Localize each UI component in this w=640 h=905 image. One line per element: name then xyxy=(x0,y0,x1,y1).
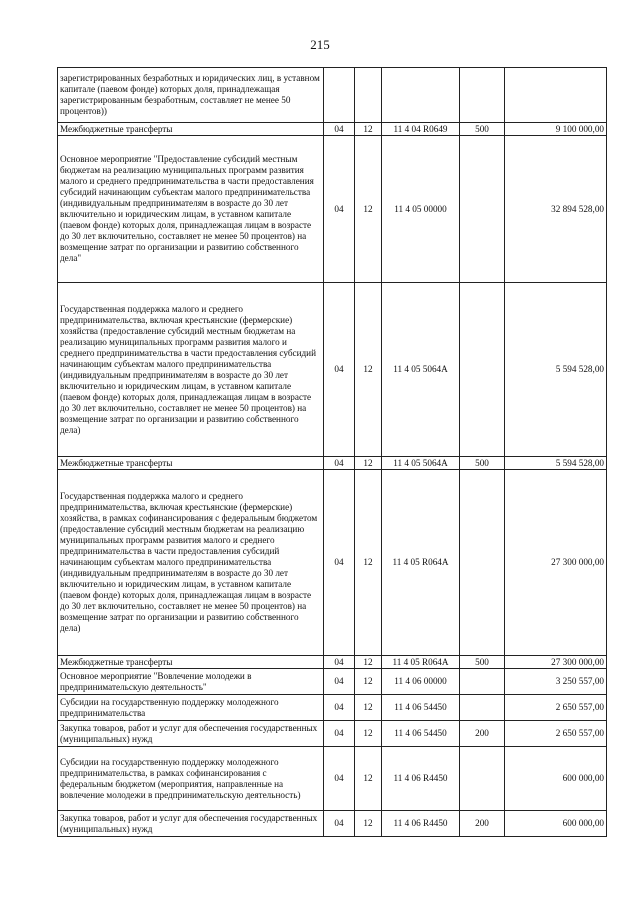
row-target-article: 11 4 05 R064A xyxy=(382,470,460,656)
row-subsection-code: 12 xyxy=(355,123,382,136)
row-name: Субсидии на государственную поддержку молодежного предпринимательства xyxy=(58,695,324,721)
table-row xyxy=(58,669,607,695)
row-section-code xyxy=(324,68,355,123)
row-section-code: 04 xyxy=(324,669,355,695)
row-subsection-code: 12 xyxy=(355,721,382,747)
row-section-code: 04 xyxy=(324,747,355,811)
row-target-article: 11 4 04 R0649 xyxy=(382,123,460,136)
row-amount xyxy=(505,68,607,123)
row-name: Государственная поддержка малого и среднего предпринимательства, включая крестьянские (фермерские) хозяйства, в рамках софинансирования с федеральным бюджетом (предоставление субсидий местным бюджетам на реализацию муниципальных программ развития малого и среднего предпринимательства в части предоставления субсидий начинающим субъектам малого предпринимательства (индивидуальным предпринимателям в возрасте до 30 лет включительно и юридическим лицам, в уставном капитале (паевом фонде) которых доля, принадлежащая лицам в возрасте до 30 лет включительно, составляет не менее 50 процентов) на возмещение затрат по организации и развитию собственного дела) xyxy=(58,470,324,656)
row-amount: 5 594 528,00 xyxy=(505,457,607,470)
row-expense-type: 200 xyxy=(460,811,505,837)
row-subsection-code: 12 xyxy=(355,136,382,283)
page-number: 215 xyxy=(310,37,330,52)
row-expense-type: 500 xyxy=(460,656,505,669)
row-name: зарегистрированных безработных и юридических лиц, в уставном капитале (паевом фонде) которых доля, принадлежащая зарегистрированным безработным, составляет не менее 50 процентов)) xyxy=(58,68,324,123)
row-name: Межбюджетные трансферты xyxy=(58,656,324,669)
row-section-code: 04 xyxy=(324,283,355,457)
table-row xyxy=(58,68,607,123)
row-amount: 5 594 528,00 xyxy=(505,283,607,457)
row-section-code: 04 xyxy=(324,811,355,837)
row-expense-type: 500 xyxy=(460,457,505,470)
row-target-article: 11 4 06 54450 xyxy=(382,695,460,721)
row-target-article: 11 4 06 R4450 xyxy=(382,811,460,837)
row-subsection-code: 12 xyxy=(355,695,382,721)
row-name: Государственная поддержка малого и среднего предпринимательства, включая крестьянские (фермерские) хозяйства (предоставление субсидий местным бюджетам на реализацию муниципальных программ развития малого и среднего предпринимательства в части предоставления субсидий начинающим субъектам малого предпринимательства (индивидуальным предпринимателям в возрасте до 30 лет включительно и юридическим лицам, в уставном капитале (паевом фонде) которых доля, принадлежащая лицам в возрасте до 30 лет включительно, составляет не менее 50 процентов) на возмещение затрат по организации и развитию собственного дела) xyxy=(58,283,324,457)
row-subsection-code: 12 xyxy=(355,669,382,695)
table-row xyxy=(58,721,607,747)
row-expense-type: 200 xyxy=(460,721,505,747)
row-amount: 32 894 528,00 xyxy=(505,136,607,283)
row-section-code: 04 xyxy=(324,695,355,721)
row-target-article xyxy=(382,68,460,123)
row-subsection-code: 12 xyxy=(355,457,382,470)
row-amount: 600 000,00 xyxy=(505,747,607,811)
row-section-code: 04 xyxy=(324,470,355,656)
row-expense-type xyxy=(460,470,505,656)
budget-table xyxy=(57,67,607,837)
row-amount: 27 300 000,00 xyxy=(505,470,607,656)
row-subsection-code: 12 xyxy=(355,283,382,457)
row-section-code: 04 xyxy=(324,136,355,283)
row-section-code: 04 xyxy=(324,457,355,470)
row-expense-type: 500 xyxy=(460,123,505,136)
row-target-article: 11 4 06 00000 xyxy=(382,669,460,695)
row-subsection-code xyxy=(355,68,382,123)
row-expense-type xyxy=(460,747,505,811)
row-name: Основное мероприятие "Предоставление субсидий местным бюджетам на реализацию муниципальных программ развития малого и среднего предпринимательства в части предоставления субсидий начинающим субъектам малого предпринимательства (индивидуальным предпринимателям в возрасте до 30 лет включительно и юридическим лицам, в уставном капитале (паевом фонде) которых доля, принадлежащая лицам в возрасте до 30 лет включительно, составляет не менее 50 процентов) на возмещение затрат по организации и развитию собственного дела" xyxy=(58,136,324,283)
row-expense-type xyxy=(460,136,505,283)
table-row xyxy=(58,656,607,669)
table-row xyxy=(58,695,607,721)
row-name: Межбюджетные трансферты xyxy=(58,457,324,470)
row-amount: 2 650 557,00 xyxy=(505,721,607,747)
row-subsection-code: 12 xyxy=(355,656,382,669)
row-subsection-code: 12 xyxy=(355,747,382,811)
table-row xyxy=(58,457,607,470)
row-expense-type xyxy=(460,68,505,123)
row-amount: 27 300 000,00 xyxy=(505,656,607,669)
row-target-article: 11 4 05 5064A xyxy=(382,457,460,470)
row-name: Основное мероприятие "Вовлечение молодежи в предпринимательскую деятельность" xyxy=(58,669,324,695)
row-section-code: 04 xyxy=(324,123,355,136)
row-section-code: 04 xyxy=(324,721,355,747)
row-amount: 600 000,00 xyxy=(505,811,607,837)
row-target-article: 11 4 05 5064A xyxy=(382,283,460,457)
row-name: Межбюджетные трансферты xyxy=(58,123,324,136)
row-subsection-code: 12 xyxy=(355,811,382,837)
table-row xyxy=(58,136,607,283)
row-amount: 2 650 557,00 xyxy=(505,695,607,721)
row-expense-type xyxy=(460,669,505,695)
table-row xyxy=(58,470,607,656)
row-amount: 9 100 000,00 xyxy=(505,123,607,136)
row-name: Закупка товаров, работ и услуг для обеспечения государственных (муниципальных) нужд xyxy=(58,721,324,747)
row-target-article: 11 4 05 00000 xyxy=(382,136,460,283)
row-name: Субсидии на государственную поддержку молодежного предпринимательства, в рамках софинансирования с федеральным бюджетом (мероприятия, направленные на вовлечение молодежи в предпринимательскую деятельность) xyxy=(58,747,324,811)
row-amount: 3 250 557,00 xyxy=(505,669,607,695)
table-row xyxy=(58,123,607,136)
row-target-article: 11 4 06 R4450 xyxy=(382,747,460,811)
row-subsection-code: 12 xyxy=(355,470,382,656)
row-name: Закупка товаров, работ и услуг для обеспечения государственных (муниципальных) нужд xyxy=(58,811,324,837)
row-target-article: 11 4 05 R064A xyxy=(382,656,460,669)
table-row xyxy=(58,811,607,837)
row-target-article: 11 4 06 54450 xyxy=(382,721,460,747)
table-row xyxy=(58,747,607,811)
row-expense-type xyxy=(460,695,505,721)
table-row xyxy=(58,283,607,457)
row-section-code: 04 xyxy=(324,656,355,669)
row-expense-type xyxy=(460,283,505,457)
